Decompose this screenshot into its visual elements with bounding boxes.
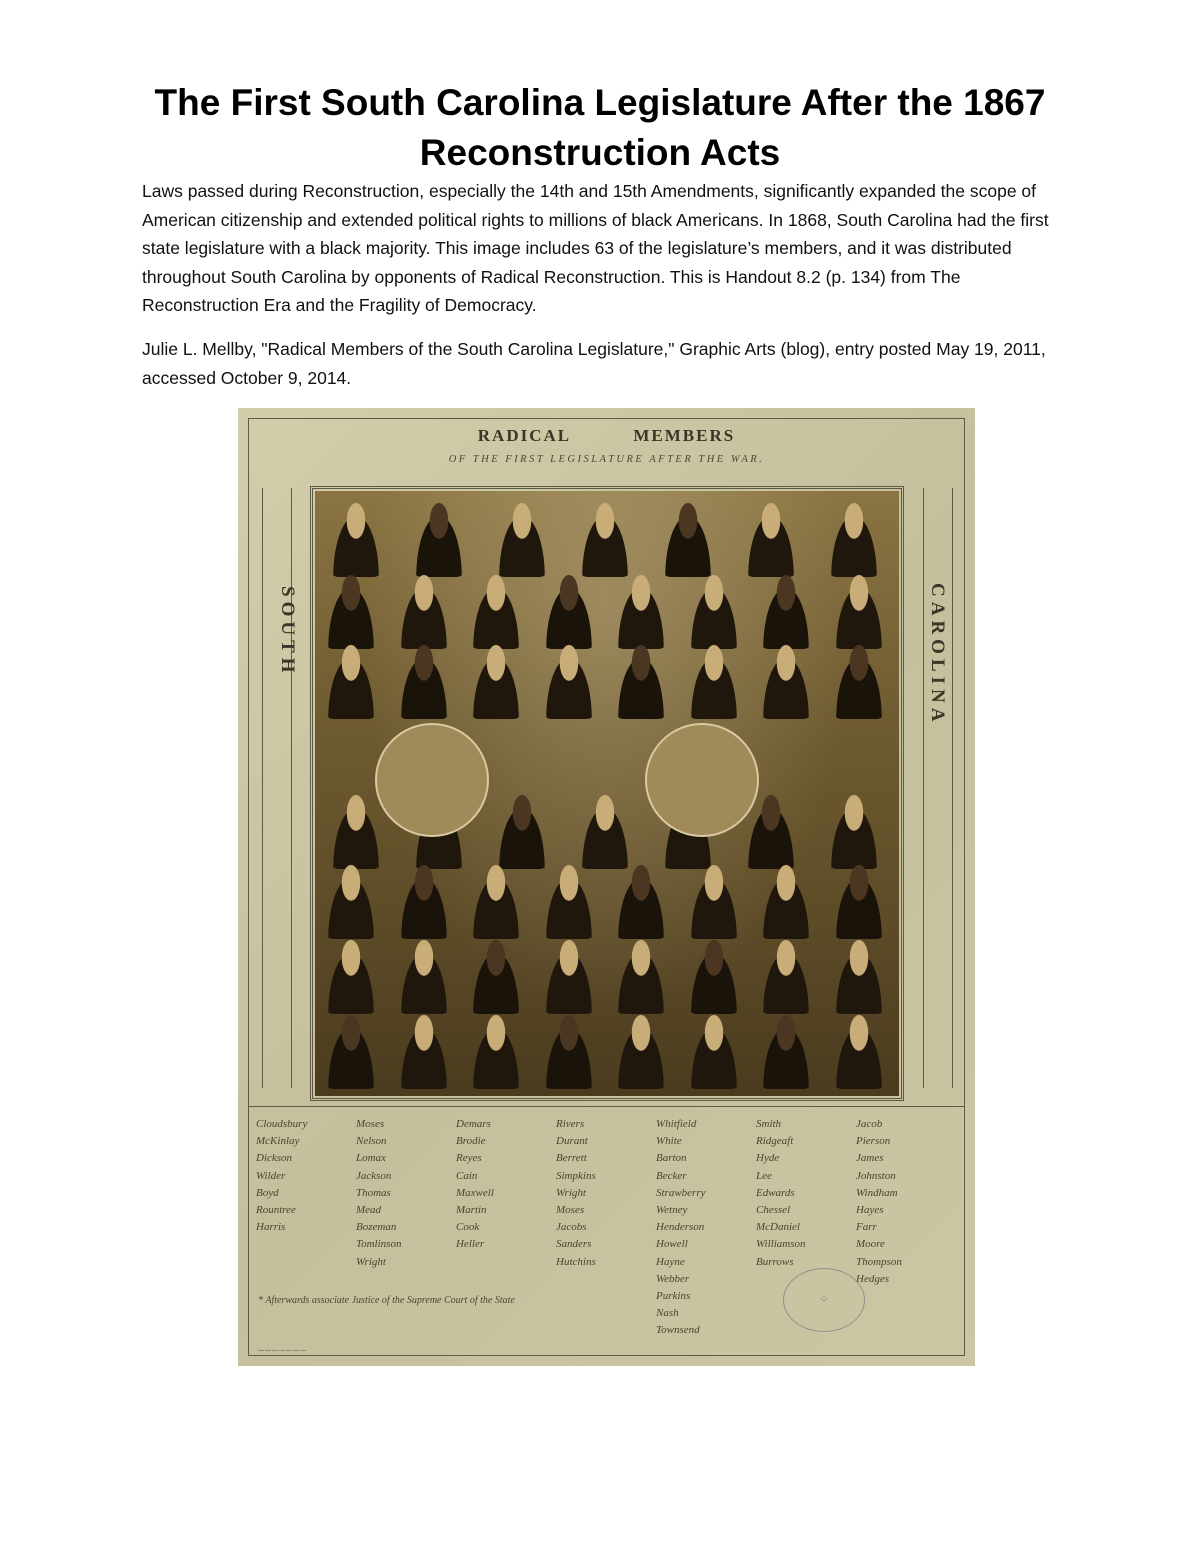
- member-name: Reyes: [456, 1152, 482, 1165]
- member-name: Chessel: [756, 1204, 791, 1217]
- member-portrait: [757, 861, 815, 939]
- member-name: Brodie: [456, 1135, 486, 1148]
- member-portrait: [612, 936, 670, 1014]
- member-portrait: [493, 499, 551, 577]
- member-name: Wright: [556, 1186, 586, 1199]
- member-name: Jacob: [856, 1118, 883, 1130]
- member-portrait: [612, 1011, 670, 1089]
- member-name: McKinlay: [256, 1135, 300, 1148]
- member-portrait: [395, 861, 453, 939]
- member-name: Jacobs: [556, 1221, 587, 1234]
- member-name: Strawberry: [656, 1186, 706, 1199]
- side-label-carolina: CAROLINA: [927, 583, 948, 727]
- right-rail: [923, 488, 953, 1088]
- member-name: Becker: [656, 1169, 687, 1182]
- member-portrait: [467, 641, 525, 719]
- member-name: Cook: [456, 1221, 480, 1234]
- member-name: Townsend: [656, 1324, 700, 1337]
- member-name: Rivers: [556, 1118, 585, 1130]
- member-name: James: [856, 1152, 884, 1165]
- member-portrait: [493, 791, 551, 869]
- member-name: Hayne: [656, 1255, 685, 1268]
- member-name: Pierson: [856, 1135, 891, 1148]
- member-portrait: [395, 571, 453, 649]
- member-portrait: [322, 861, 380, 939]
- member-portrait: [322, 571, 380, 649]
- member-portrait: [685, 571, 743, 649]
- member-name: Webber: [656, 1272, 690, 1285]
- member-portrait: [467, 1011, 525, 1089]
- library-stamp-icon: ○: [783, 1268, 865, 1332]
- member-name: Cain: [456, 1169, 478, 1182]
- member-portrait: [825, 499, 883, 577]
- member-name: Heller: [456, 1238, 485, 1251]
- member-portrait: [612, 641, 670, 719]
- member-portrait: [830, 1011, 888, 1089]
- member-portrait: [327, 499, 385, 577]
- member-name: Berrett: [556, 1152, 587, 1165]
- member-name: Farr: [856, 1221, 877, 1234]
- member-name: Demars: [456, 1118, 491, 1130]
- left-rail: [262, 488, 292, 1088]
- member-portrait: [540, 861, 598, 939]
- member-name: Henderson: [656, 1221, 705, 1234]
- member-portrait: [467, 936, 525, 1014]
- member-portrait: [540, 1011, 598, 1089]
- plate-title-left: RADICAL: [477, 426, 572, 445]
- plate-subtitle: OF THE FIRST LEGISLATURE AFTER THE WAR.: [448, 454, 765, 465]
- member-name: Rountree: [256, 1204, 296, 1217]
- member-portrait: [540, 936, 598, 1014]
- member-portrait: [742, 499, 800, 577]
- page-title: The First South Carolina Legislature After the 1867 Reconstruction Acts: [154, 82, 1046, 173]
- member-portrait: [685, 861, 743, 939]
- names-column: [856, 1116, 956, 1340]
- member-portrait: [659, 499, 717, 577]
- names-divider: [248, 1106, 965, 1107]
- side-label-south: SOUTH: [277, 586, 298, 678]
- composite-portraits: [315, 491, 899, 1096]
- member-name: White: [656, 1135, 682, 1148]
- member-portrait: [685, 936, 743, 1014]
- member-name: Edwards: [756, 1186, 795, 1199]
- member-name: Wright: [356, 1255, 386, 1268]
- member-portrait: [322, 1011, 380, 1089]
- member-name: Hyde: [756, 1152, 780, 1165]
- member-portrait: [685, 641, 743, 719]
- member-name: Sanders: [556, 1238, 592, 1251]
- member-name: Howell: [656, 1238, 688, 1251]
- member-name: Hayes: [856, 1204, 884, 1217]
- member-name: Dickson: [256, 1152, 293, 1165]
- member-portrait: [410, 499, 468, 577]
- member-portrait: [322, 641, 380, 719]
- legislature-photograph: [238, 408, 975, 1366]
- member-portrait: [757, 1011, 815, 1089]
- names-column: [656, 1116, 756, 1340]
- member-name: Moore: [856, 1238, 885, 1251]
- member-name: Barton: [656, 1152, 687, 1165]
- member-portrait: [395, 936, 453, 1014]
- member-name: Thompson: [856, 1255, 902, 1268]
- member-portrait: [830, 936, 888, 1014]
- member-name: Williamson: [756, 1238, 806, 1251]
- member-name: Maxwell: [456, 1186, 494, 1199]
- oval-portrait: [375, 723, 489, 837]
- member-name: Moses: [556, 1204, 585, 1217]
- member-name: Durant: [556, 1135, 588, 1148]
- photographer-imprint: ———————: [258, 1348, 307, 1354]
- member-name: Nelson: [356, 1135, 387, 1148]
- member-name: Hedges: [856, 1272, 889, 1285]
- member-name: Smith: [756, 1118, 782, 1130]
- member-portrait: [576, 791, 634, 869]
- member-name: Whitfield: [656, 1118, 697, 1130]
- member-portrait: [830, 641, 888, 719]
- member-name: Wilder: [256, 1169, 286, 1182]
- member-name: Mead: [356, 1204, 382, 1217]
- member-name: Jackson: [356, 1169, 392, 1182]
- plate-footnote: * Afterwards associate Justice of the Supreme Court of the State: [258, 1295, 515, 1306]
- intro-paragraph: Laws passed during Reconstruction, especially the 14th and 15th Amendments, significantly expanded the scope of American citizenship and extended political rights to millions of black Americans. In 1868, South Carolina had the first state legislature with a black majority. This image includes 63 of the legislature’s members, and it was distributed throughout South Carolina by opponents of Radical Reconstruction. This is Handout 8.2 (p. 134) from The Reconstruction Era and the Fragility of Democracy.: [142, 181, 1049, 315]
- member-portrait: [612, 861, 670, 939]
- oval-portrait: [645, 723, 759, 837]
- member-name: Ridgeaft: [756, 1135, 794, 1148]
- member-name: Wetney: [656, 1204, 688, 1217]
- plate-title: [238, 426, 975, 446]
- photo-frame: [310, 486, 904, 1101]
- member-name: Thomas: [356, 1186, 391, 1199]
- member-name: Hutchins: [556, 1255, 596, 1268]
- member-name: Lomax: [356, 1152, 386, 1165]
- member-name: Lee: [756, 1169, 772, 1182]
- member-name: Nash: [656, 1307, 679, 1320]
- member-portrait: [327, 791, 385, 869]
- member-name: Simpkins: [556, 1169, 596, 1182]
- member-name: Moses: [356, 1118, 385, 1130]
- member-portrait: [576, 499, 634, 577]
- member-portrait: [395, 1011, 453, 1089]
- citation-paragraph: Julie L. Mellby, "Radical Members of the South Carolina Legislature," Graphic Arts (blog), entry posted May 19, 2011, accessed October 9, 2014.: [142, 339, 1046, 388]
- member-portrait: [322, 936, 380, 1014]
- member-portrait: [825, 791, 883, 869]
- member-name: Windham: [856, 1186, 898, 1199]
- member-portrait: [467, 571, 525, 649]
- member-name: Cloudsbury: [256, 1118, 308, 1130]
- member-portrait: [395, 641, 453, 719]
- member-portrait: [830, 861, 888, 939]
- member-portrait: [540, 641, 598, 719]
- member-name: Boyd: [256, 1186, 279, 1199]
- member-name: Tomlinson: [356, 1238, 402, 1251]
- member-portrait: [540, 571, 598, 649]
- member-portrait: [685, 1011, 743, 1089]
- member-name: Johnston: [856, 1169, 896, 1182]
- member-name: McDaniel: [756, 1221, 800, 1234]
- member-name: Purkins: [656, 1290, 691, 1303]
- member-portrait: [757, 571, 815, 649]
- member-name: Harris: [256, 1221, 286, 1234]
- member-portrait: [467, 861, 525, 939]
- member-portrait: [757, 936, 815, 1014]
- member-name: Martin: [456, 1204, 487, 1217]
- member-name: Bozeman: [356, 1221, 397, 1234]
- member-portrait: [757, 641, 815, 719]
- member-portrait: [612, 571, 670, 649]
- plate-title-right: MEMBERS: [633, 426, 736, 445]
- member-name: Burrows: [756, 1255, 794, 1268]
- member-portrait: [830, 571, 888, 649]
